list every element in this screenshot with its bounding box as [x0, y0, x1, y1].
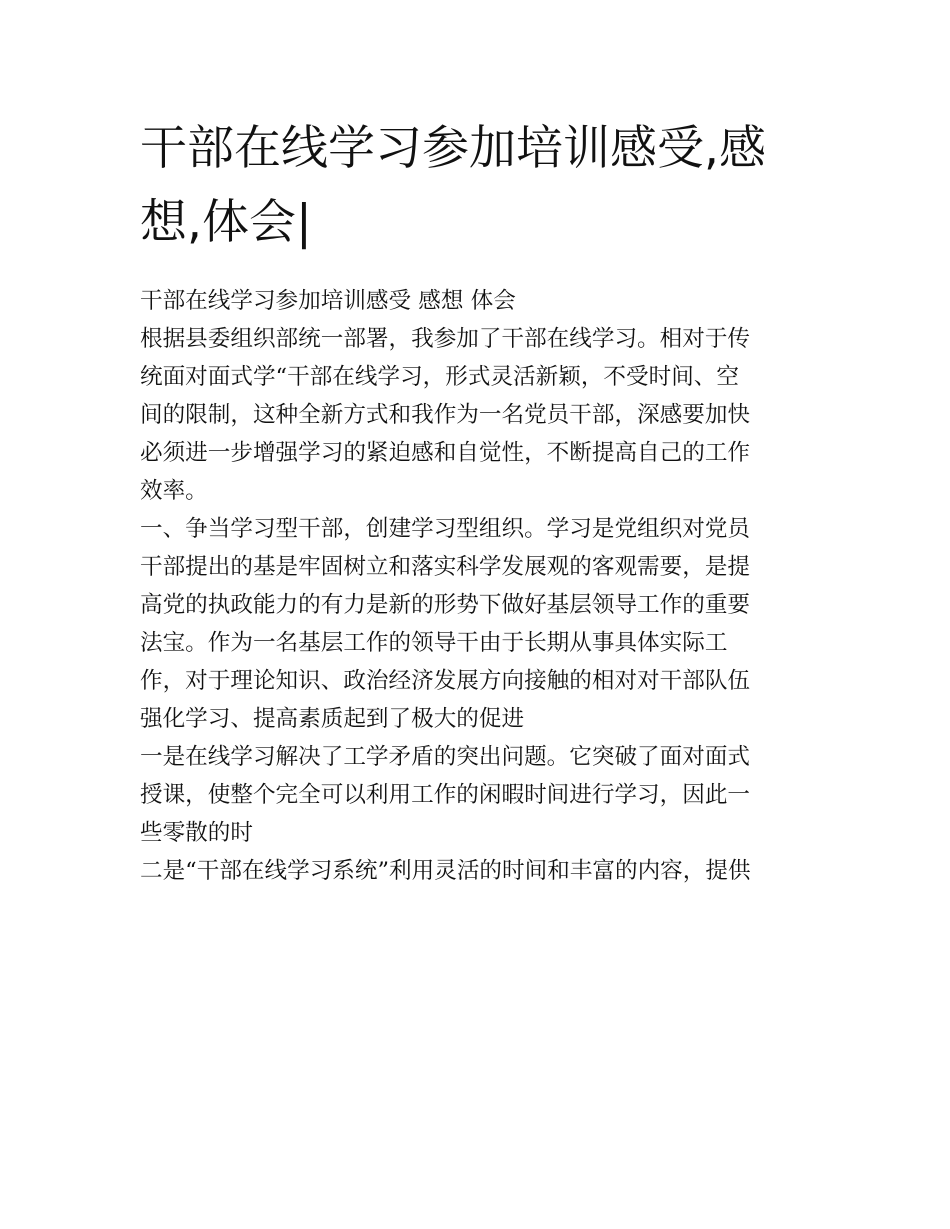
body-line: 间的限制，这种全新方式和我作为一名党员干部，深感要加快 [140, 402, 751, 428]
body-line: 一、争当学习型干部，创建学习型组织。学习是党组织对党员 [140, 516, 751, 542]
body-line: 根据县委组织部统一部署，我参加了干部在线学习。相对于传 [140, 326, 751, 352]
body-line: 作，对于理论知识、政治经济发展方向接触的相对对干部队伍 [140, 668, 751, 694]
body-line: 高党的执政能力的有力是新的形势下做好基层领导工作的重要 [140, 592, 751, 618]
document-body [140, 282, 816, 890]
body-line: 必须进一步增强学习的紧迫感和自觉性，不断提高自己的工作 [140, 440, 751, 466]
body-line: 法宝。作为一名基层工作的领导干由于长期从事具体实际工 [140, 630, 728, 656]
body-line: 强化学习、提高素质起到了极大的促进 [140, 706, 525, 732]
body-line: 干部在线学习参加培训感受 感想 体会 [140, 288, 516, 314]
body-line: 些零散的时 [140, 820, 253, 846]
document-title: 干部在线学习参加培训感受,感想,体会| [140, 121, 766, 250]
body-line: 一是在线学习解决了工学矛盾的突出问题。它突破了面对面式 [140, 744, 751, 770]
body-line: 效率。 [140, 478, 208, 504]
body-line: 干部提出的基是牢固树立和落实科学发展观的客观需要，是提 [140, 554, 751, 580]
body-line: 统面对面式学“干部在线学习，形式灵活新颖，不受时间、空 [140, 364, 739, 390]
body-line: 授课，使整个完全可以利用工作的闲暇时间进行学习，因此一 [140, 782, 751, 808]
body-line: 二是“干部在线学习系统”利用灵活的时间和丰富的内容，提供 [140, 858, 751, 884]
